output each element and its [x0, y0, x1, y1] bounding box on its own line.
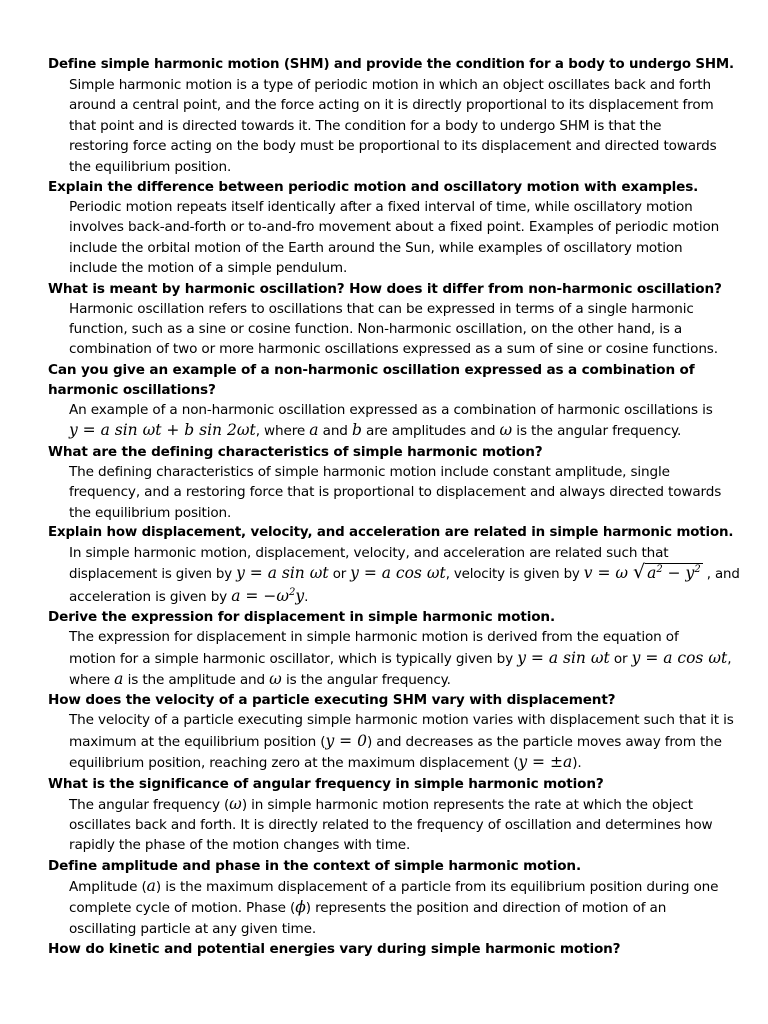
question-heading: Explain the difference between periodic motion and oscillatory motion with examples. — [48, 179, 699, 196]
answer-line: oscillating particle at any given time. — [69, 920, 317, 937]
equation: y = a cos ωt — [350, 564, 446, 583]
equation: v = ω √ $a^2 - y^2$ — [583, 561, 701, 584]
math-variable: ω — [269, 669, 282, 688]
qa-item — [48, 442, 738, 523]
math-variable: b — [351, 421, 362, 440]
math-variable: a — [309, 421, 319, 440]
answer-text — [48, 400, 738, 442]
equation: y = 0 — [325, 731, 367, 750]
answer-text — [48, 627, 738, 690]
qa-item — [48, 774, 738, 856]
answer-text — [48, 876, 738, 939]
question-heading: What are the defining characteristics of simple harmonic motion? — [48, 443, 543, 460]
answer-line: acceleration is given by $a = -\omega^2y$. — [69, 586, 309, 605]
answer-line: maximum at the equilibrium position (y = 0) and decreases as the particle moves away from the — [69, 731, 722, 750]
answer-line: where a is the amplitude and ω is the angular frequency. — [69, 669, 451, 688]
answer-line: An example of a non-harmonic oscillation expressed as a combination of harmonic oscillations is — [69, 401, 713, 418]
equation: y = a cos ωt — [631, 648, 728, 667]
qa-item — [48, 177, 738, 279]
qa-item — [48, 523, 738, 607]
answer-line: rapidly the phase of the motion changes with time. — [69, 837, 411, 854]
answer-line: The expression for displacement in simple harmonic motion is derived from the equation of — [69, 629, 679, 646]
answer-line: The defining characteristics of simple harmonic motion include constant amplitude, single — [69, 463, 670, 480]
equation: y = a sin ωt + b sin 2ωt — [69, 421, 256, 440]
qa-item — [48, 55, 738, 177]
question-heading: Define amplitude and phase in the context of simple harmonic motion. — [48, 857, 581, 874]
answer-line: complete cycle of motion. Phase (ϕ) represents the position and direction of motion of an — [69, 898, 667, 917]
question-heading: Define simple harmonic motion (SHM) and provide the condition for a body to undergo SHM. — [48, 57, 734, 72]
question-heading: Explain how displacement, velocity, and acceleration are related in simple harmonic motion. — [48, 524, 734, 540]
question-heading: What is meant by harmonic oscillation? How does it differ from non-harmonic oscillation? — [48, 280, 722, 297]
answer-text — [48, 543, 738, 607]
answer-line: y = a sin ωt + b sin 2ωt, where a and b are amplitudes and ω is the angular frequency. — [69, 421, 682, 440]
qa-item — [48, 607, 738, 690]
answer-text — [48, 462, 738, 523]
answer-line: The angular frequency (ω) in simple harmonic motion represents the rate at which the object — [69, 794, 693, 813]
equation: $a = -\omega^2y$ — [231, 586, 305, 605]
document-body — [48, 55, 738, 959]
answer-line: the equilibrium position. — [69, 504, 232, 521]
equation: y = ±a — [518, 753, 573, 772]
answer-line: motion for a simple harmonic oscillator, which is typically given by y = a sin ωt or y = a cos ωt, — [69, 648, 732, 667]
equation: y = a sin ωt — [517, 648, 610, 667]
math-variable: a — [146, 876, 156, 895]
answer-line: The velocity of a particle executing simple harmonic motion varies with displacement such that it is — [69, 712, 734, 729]
answer-line: around a central point, and the force acting on it is directly proportional to its displacement from — [69, 97, 714, 114]
radical-sign: √ — [632, 561, 646, 584]
qa-item — [48, 690, 738, 773]
math-variable: ϕ — [295, 898, 306, 917]
answer-line: equilibrium position, reaching zero at the maximum displacement (y = ±a). — [69, 753, 582, 772]
answer-line: restoring force acting on the body must be proportional to its displacement and directed towards — [69, 138, 717, 155]
answer-text — [48, 75, 738, 177]
qa-item — [48, 939, 738, 959]
answer-line: Simple harmonic motion is a type of periodic motion in which an object oscillates back and forth — [69, 77, 711, 93]
square-root: √ $a^2 - y^2$ — [632, 561, 701, 584]
question-heading: Derive the expression for displacement in simple harmonic motion. — [48, 609, 555, 626]
answer-line: Amplitude (a) is the maximum displacement of a particle from its equilibrium position during one — [69, 876, 719, 895]
answer-line: include the orbital motion of the Earth around the Sun, while examples of oscillatory motion — [69, 239, 683, 256]
answer-line: the equilibrium position. — [69, 158, 232, 175]
answer-line: involves back-and-forth or to-and-fro movement about a fixed point. Examples of periodic motion — [69, 219, 720, 236]
answer-line: frequency, and a restoring force that is proportional to displacement and always directed towards — [69, 484, 722, 501]
answer-text — [48, 794, 738, 856]
answer-line: that point and is directed towards it. The condition for a body to undergo SHM is that the — [69, 117, 662, 134]
question-heading: How do kinetic and potential energies vary during simple harmonic motion? — [48, 941, 621, 957]
math-variable: ω — [229, 794, 242, 813]
answer-text — [48, 299, 738, 360]
answer-text — [48, 710, 738, 773]
qa-item — [48, 856, 738, 939]
question-heading: Can you give an example of a non-harmonic oscillation expressed as a combination of harmonic oscillations? — [48, 361, 695, 398]
math-variable: a — [114, 669, 124, 688]
qa-item — [48, 360, 738, 442]
answer-line: combination of two or more harmonic oscillations expressed as a sum of sine or cosine functions. — [69, 341, 718, 358]
qa-item — [48, 279, 738, 360]
equation: y = a sin ωt — [236, 564, 329, 583]
math-variable: ω — [499, 421, 513, 440]
answer-line: function, such as a sine or cosine function. Non-harmonic oscillation, on the other hand, is a — [69, 321, 683, 338]
question-heading: What is the significance of angular frequency in simple harmonic motion? — [48, 775, 604, 792]
answer-line: include the motion of a simple pendulum. — [69, 260, 348, 277]
answer-text — [48, 197, 738, 279]
answer-line: In simple harmonic motion, displacement, velocity, and acceleration are related such that — [69, 544, 669, 561]
answer-line: Harmonic oscillation refers to oscillations that can be expressed in terms of a single harmonic — [69, 300, 694, 317]
answer-line: oscillates back and forth. It is directly related to the frequency of oscillation and determines how — [69, 816, 713, 833]
answer-line: displacement is given by y = a sin ωt or y = a cos ωt, velocity is given by v = ω √ $a^2 - y^2$ , and — [69, 561, 740, 584]
question-heading: How does the velocity of a particle executing SHM vary with displacement? — [48, 692, 616, 709]
answer-line: Periodic motion repeats itself identically after a fixed interval of time, while oscillatory motion — [69, 199, 693, 216]
